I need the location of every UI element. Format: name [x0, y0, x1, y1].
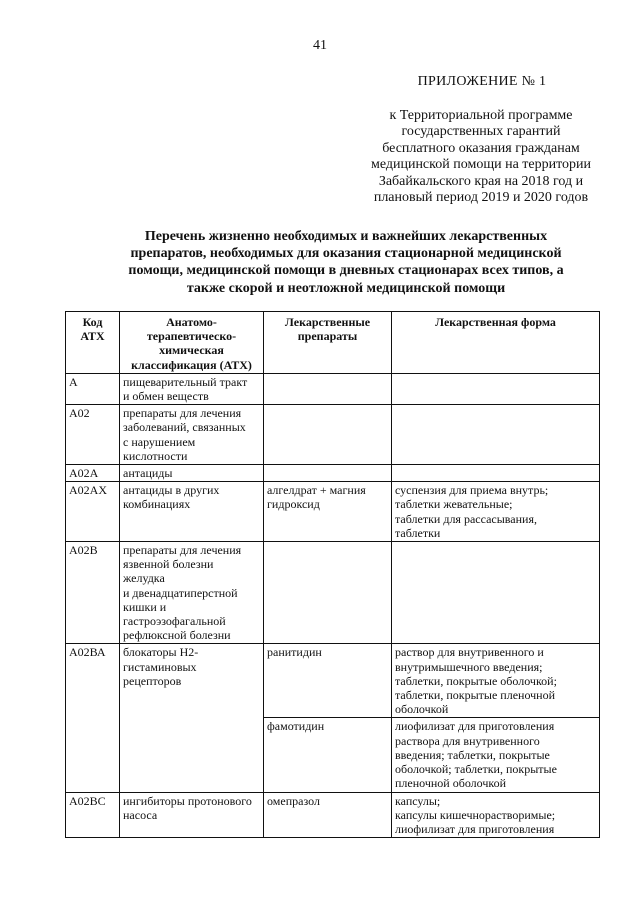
atx-class-cell-line: рецепторов [123, 673, 182, 688]
drug-name-cell [264, 644, 392, 718]
dosage-form-cell [392, 405, 600, 465]
dosage-form-cell-line: таблетки, покрытые оболочкой; [395, 673, 557, 688]
appendix-subtitle-line: государственных гарантий [401, 124, 561, 140]
atx-class-cell-line: кислотности [123, 448, 188, 463]
page-number: 41 [313, 38, 327, 53]
drug-name-cell-line: омепразол [267, 793, 320, 808]
atx-code-cell-line: А02А [69, 466, 99, 481]
atx-class-cell-line: пищеварительный тракт [123, 374, 248, 389]
atx-class-cell-line: кишки и [123, 599, 167, 614]
atx-class-cell [120, 542, 264, 644]
appendix-subtitle-line: медицинской помощи на территории [370, 157, 592, 173]
appendix-subtitle-line: плановый период 2019 и 2020 годов [373, 190, 589, 206]
atx-code-cell-line: А02ВС [69, 793, 106, 808]
header-atx-classification: Анатомо-терапевтическо-химическая классификация (АТХ) [120, 312, 264, 374]
atx-class-cell [120, 465, 264, 482]
dosage-form-cell [392, 542, 600, 644]
table-row [66, 465, 600, 482]
atx-class-cell-line: насоса [123, 807, 158, 822]
document-title-line: помощи, медицинской помощи в дневных стационарах всех типов, а [128, 263, 564, 279]
dosage-form-cell-line: внутримышечного введения; [395, 659, 543, 674]
drug-name-cell [264, 465, 392, 482]
dosage-form-cell-line: пленочной оболочкой [395, 776, 507, 791]
dosage-form-cell-line: раствора для внутривенного [395, 733, 540, 748]
dosage-form-cell [392, 644, 600, 718]
dosage-form-cell-line: таблетки [395, 525, 441, 540]
drug-name-cell-line: ранитидин [267, 645, 322, 660]
appendix-title: ПРИЛОЖЕНИЕ № 1 [417, 74, 547, 89]
dosage-form-cell-line: суспензия для приема внутрь; [395, 483, 549, 498]
dosage-form-cell [392, 373, 600, 404]
appendix-subtitle-line: к Территориальной программе [389, 108, 573, 123]
dosage-form-cell-line: капсулы; [395, 793, 441, 808]
appendix-subtitle-line: бесплатного оказания гражданам [382, 140, 580, 156]
table-row [66, 482, 600, 542]
atx-class-cell-line: с нарушением [123, 434, 196, 449]
table-row [66, 792, 600, 838]
atx-code-cell [66, 405, 120, 465]
atx-class-cell-line: гастроэзофагальной [123, 614, 226, 629]
dosage-form-cell-line: таблетки жевательные; [395, 497, 513, 512]
atx-code-cell-line: А02АХ [69, 483, 107, 498]
dosage-form-cell-line: лиофилизат для приготовления [395, 719, 555, 734]
table-row [66, 542, 600, 644]
drug-name-cell [264, 405, 392, 465]
dosage-form-cell-line: введения; таблетки, покрытые [395, 747, 550, 762]
drug-name-cell [264, 373, 392, 404]
atx-class-cell-line: и двенадцатиперстной [123, 585, 238, 600]
drug-name-cell [264, 482, 392, 542]
atx-class-cell-line: и обмен веществ [123, 389, 209, 404]
document-title-line: препаратов, необходимых для оказания стационарной медицинской [130, 246, 562, 262]
drug-name-cell-line: гидроксид [267, 497, 320, 512]
atx-class-cell [120, 405, 264, 465]
dosage-form-cell-line: оболочкой [395, 702, 449, 717]
atx-class-cell [120, 644, 264, 792]
atx-class-cell-line: препараты для лечения [123, 406, 242, 421]
atx-code-cell-line: А02ВА [69, 645, 106, 660]
atx-class-cell-line: заболеваний, связанных [123, 420, 246, 435]
dosage-form-cell-line: таблетки для рассасывания, [395, 511, 537, 526]
atx-code-cell-line: А02 [69, 406, 90, 421]
atx-class-cell-line: антациды [123, 466, 173, 481]
document-title-line: Перечень жизненно необходимых и важнейших лекарственных [144, 229, 548, 244]
drug-list-table [65, 311, 600, 838]
atx-class-cell-line: антациды в других [123, 483, 220, 498]
atx-class-cell-line: язвенной болезни [123, 557, 214, 572]
atx-code-cell [66, 482, 120, 542]
table-header-row [66, 312, 600, 374]
dosage-form-cell-line: лиофилизат для приготовления [395, 821, 555, 836]
atx-class-cell-line: блокаторы Н2- [123, 645, 199, 660]
atx-code-cell [66, 373, 120, 404]
drug-name-cell-line: алгелдрат + магния [267, 483, 366, 498]
table-row [66, 373, 600, 404]
dosage-form-cell-line: таблетки, покрытые пленочной [395, 688, 556, 703]
atx-class-cell-line: комбинациях [123, 497, 191, 512]
atx-class-cell-line: препараты для лечения [123, 543, 242, 558]
document-title [96, 228, 596, 297]
atx-code-cell [66, 644, 120, 792]
dosage-form-cell-line: оболочкой; таблетки, покрытые [395, 762, 557, 777]
atx-class-cell [120, 482, 264, 542]
atx-class-cell [120, 792, 264, 838]
drug-name-cell [264, 718, 392, 792]
dosage-form-cell [392, 482, 600, 542]
atx-class-cell-line: гистаминовых [123, 659, 197, 674]
dosage-form-cell-line: раствор для внутривенного и [395, 645, 544, 660]
drug-name-cell [264, 792, 392, 838]
dosage-form-cell [392, 718, 600, 792]
header-dosage-form: Лекарственная форма [392, 312, 600, 374]
atx-code-cell-line: А [69, 374, 78, 389]
atx-class-cell [120, 373, 264, 404]
atx-class-cell-line: желудка [123, 571, 165, 586]
table-body [66, 373, 600, 837]
atx-class-cell-line: ингибиторы протонового [123, 793, 252, 808]
dosage-form-cell [392, 792, 600, 838]
drug-name-cell-line: фамотидин [267, 719, 325, 734]
atx-code-cell [66, 792, 120, 838]
appendix-subtitle-line: Забайкальского края на 2018 год и [378, 173, 584, 189]
atx-code-cell-line: А02В [69, 543, 98, 558]
atx-code-cell [66, 465, 120, 482]
atx-code-cell [66, 542, 120, 644]
document-title-line: также скорой и неотложной медицинской помощи [186, 280, 506, 296]
table-row [66, 405, 600, 465]
drug-name-cell [264, 542, 392, 644]
dosage-form-cell-line: капсулы кишечнорастворимые; [395, 807, 556, 822]
appendix-subtitle [352, 108, 610, 206]
dosage-form-cell [392, 465, 600, 482]
table-row [66, 644, 600, 718]
header-drugs: Лекарственные препараты [264, 312, 392, 374]
atx-class-cell-line: рефлюксной болезни [123, 628, 231, 643]
header-atx-code: Код АТХ [66, 312, 120, 374]
